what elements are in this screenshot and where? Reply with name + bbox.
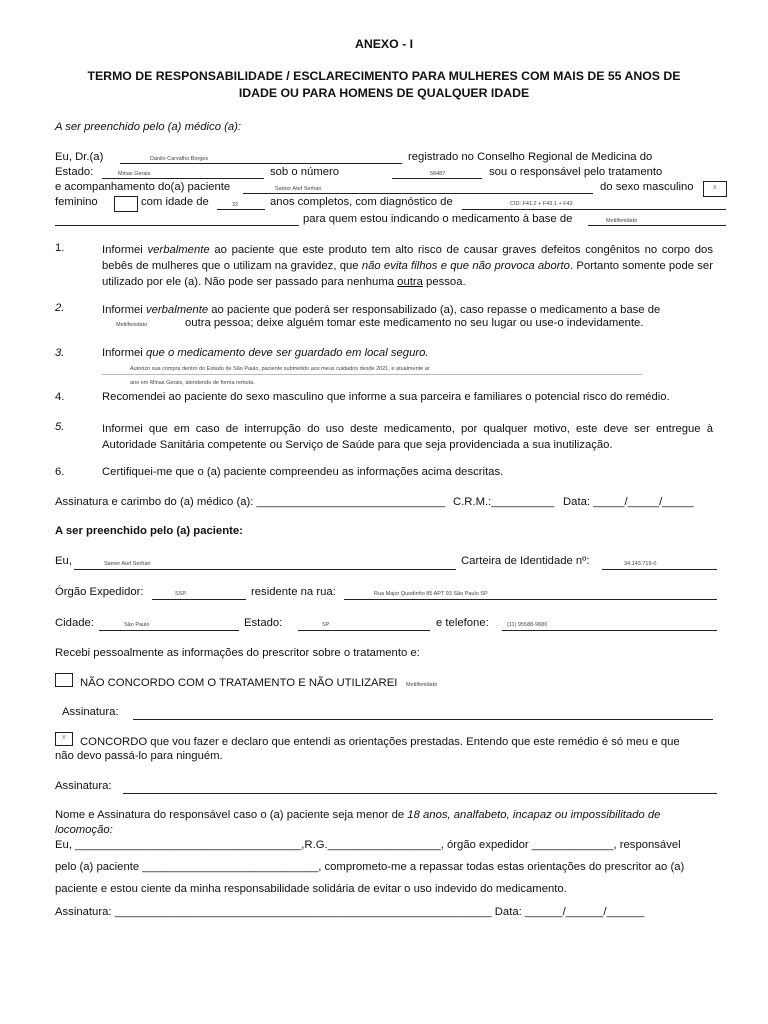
masculino-check-mark: X [713,185,717,191]
sexo-masculino-text: do sexo masculino [600,181,694,193]
orgao-label: Órgão Expedidor: [55,586,144,598]
item-2-line2: outra pessoa; deixe alguém tomar este medicamento no seu lugar ou use-o indevidamente. [185,317,644,329]
guardian-signature-line[interactable]: Assinatura: ____________________________________________________________ Data: ______/______/______ [55,906,645,918]
cidade-label: Cidade: [55,617,94,629]
registrado-text: registrado no Conselho Regional de Medicina do [408,151,653,163]
medicamento-line [588,225,726,226]
item-1-text: Informei verbalmente ao paciente que este produto tem alto risco de causar graves defeitos congênitos no corpo dos bebês de mulheres que o utilizam na gravidez, que não evita filhos e que não provoca aborto. Portanto somente pode ser utilizado por ele (a). Não pode ser passado para nenhuma outra pessoa. [102,244,713,288]
doctor-date-field[interactable]: Data: _____/_____/_____ [563,496,694,508]
patient-name-field-line [74,569,456,570]
item-3-number: 3. [55,347,65,359]
doctor-name-line [120,163,402,164]
item-5-text: Informei que em caso de interrupção do uso deste medicamento, por qualquer motivo, este deve ser entregue à Autoridade Sanitária competente ou Serviço de Saúde para que seja providenciada a sua inutilização. [102,423,713,451]
patient-estado-line [298,630,430,631]
assinatura-line-2[interactable] [123,793,717,794]
guardian-line5: paciente e estou ciente da minha responsabilidade solidária de evitar o uso indevido do medicamento. [55,883,567,895]
rua-line [344,599,717,600]
recebi-text: Recebi pessoalmente as informações do prescritor sobre o tratamento e: [55,647,420,659]
eu-dr-label: Eu, Dr.(a) [55,151,104,163]
numero-line [392,178,482,179]
responsavel-text: sou o responsável pelo tratamento [489,166,663,178]
idade-value[interactable]: 32 [232,202,239,208]
item-4-text: Recomendei ao paciente do sexo masculino que informe a sua parceira e familiares o potencial risco do remédio. [102,391,670,403]
anos-completos-text: anos completos, com diagnóstico de [270,196,453,208]
item-6-text: Certifiquei-me que o (a) paciente compreendeu as informações acima descritas. [102,466,504,478]
masculino-checkbox[interactable] [703,181,727,197]
feminino-checkbox[interactable] [114,196,138,212]
indicando-blank-line [55,225,299,226]
estado-value[interactable]: Minas Gerais [118,171,151,177]
item-3-text: Informei que o medicamento deve ser guardado em local seguro. [102,347,429,359]
medicamento-value[interactable]: Metilfenidato [606,218,638,224]
telefone-label: e telefone: [436,617,489,629]
doctor-signature-line[interactable]: Assinatura e carimbo do (a) médico (a): ______________________________ [55,496,446,508]
item-2-number: 2. [55,302,65,314]
nao-concordo-medicamento-fill: Metilfenidato [406,682,438,688]
carteira-line [602,569,717,570]
estado-line [102,178,264,179]
telefone-line [502,630,717,631]
patient-eu-label: Eu, [55,555,72,567]
orgao-line [152,599,246,600]
patient-estado-label: Estado: [244,617,283,629]
idade-line [217,209,265,210]
concordo-text-line1: CONCORDO que vou fazer e declaro que entendi as orientações prestadas. Entendo que este remédio é só meu e que [80,736,680,748]
crm-field[interactable]: C.R.M.:__________ [453,496,555,508]
item-4-number: 4. [55,391,65,403]
item-5-number: 5. [55,421,65,433]
diagnostico-line [462,209,726,210]
item-3-note-line1: Autorizo sua compra dentro do Estado de São Paulo, paciente submetido aos meus cuidados desde 2021, e atualmente ar [130,366,430,372]
carteira-value[interactable]: 34.143.719-0 [624,561,657,567]
guardian-line1: Nome e Assinatura do responsável caso o (a) paciente seja menor de 18 anos, analfabeto, incapaz ou impossibilitado de [55,809,661,821]
concordo-checkbox[interactable] [55,732,73,746]
diagnostico-value[interactable]: CID: F41.2 + F43.1 + F42 [510,201,573,207]
doctor-section-heading: A ser preenchido pelo (a) médico (a): [55,121,242,133]
doctor-name-value[interactable]: Danilo Carvalho Borges [150,156,209,162]
rua-value[interactable]: Rua Major Quedinho 85 APT 93 São Paulo SP [374,591,488,597]
com-idade-text: com idade de [141,196,209,208]
acompanhamento-text: e acompanhamento do(a) paciente [55,181,231,193]
assinatura-label-1: Assinatura: [62,706,119,718]
item-3-note-line2: ano em Minas Gerais, atendendo de forma remota. [130,380,255,386]
item-3-note-underline [102,374,642,375]
crm-number-value[interactable]: 58487 [430,171,446,177]
guardian-line2: locomoção: [55,824,113,836]
patient-name-value[interactable]: Samer Atef Serhan [275,186,322,192]
guardian-line3[interactable]: Eu, ____________________________________,R.G.__________________, órgão expedidor _____________, responsável [55,839,681,851]
item-1-number: 1. [55,242,65,254]
assinatura-label-2: Assinatura: [55,780,112,792]
assinatura-line-1[interactable] [133,719,713,720]
sob-numero-text: sob o número [270,166,340,178]
nao-concordo-text: NÃO CONCORDO COM O TRATAMENTO E NÃO UTILIZAREI [80,677,398,689]
annex-label: ANEXO - I [354,37,414,51]
patient-section-heading: A ser preenchido pelo (a) paciente: [55,525,243,537]
patient-estado-value[interactable]: SP [322,622,330,628]
document-title-line2: IDADE OU PARA HOMENS DE QUALQUER IDADE [238,86,530,100]
item-2-line1: Informei verbalmente ao paciente que poderá ser responsabilizado (a), caso repasse o medicamento a base de [102,304,661,316]
item-6-number: 6. [55,466,65,478]
document-title-line1: TERMO DE RESPONSABILIDADE / ESCLARECIMENTO PARA MULHERES COM MAIS DE 55 ANOS DE [87,69,681,83]
nao-concordo-checkbox[interactable] [55,673,73,687]
cidade-line [99,630,239,631]
telefone-value[interactable]: (11) 95588-9680 [507,622,548,628]
indicando-text: para quem estou indicando o medicamento à base de [303,213,573,225]
estado-label: Estado: [55,166,94,178]
concordo-text-line2: não devo passá-lo para ninguém. [55,750,223,762]
patient-name-line [243,193,593,194]
patient-name-field-value[interactable]: Samer Atef Serhan [104,561,151,567]
carteira-label: Carteira de Identidade nº: [461,555,590,567]
concordo-check-mark: X [62,735,66,741]
orgao-value[interactable]: SSP [175,591,187,597]
item-2-medicamento-fill: Metilfenidato [116,322,148,328]
guardian-line4[interactable]: pelo (a) paciente ____________________________, comprometo-me a repassar todas estas orientações do prescritor ao (a) [55,861,685,873]
cidade-value[interactable]: São Paulo [124,622,150,628]
residente-label: residente na rua: [251,586,336,598]
feminino-text: feminino [55,196,98,208]
